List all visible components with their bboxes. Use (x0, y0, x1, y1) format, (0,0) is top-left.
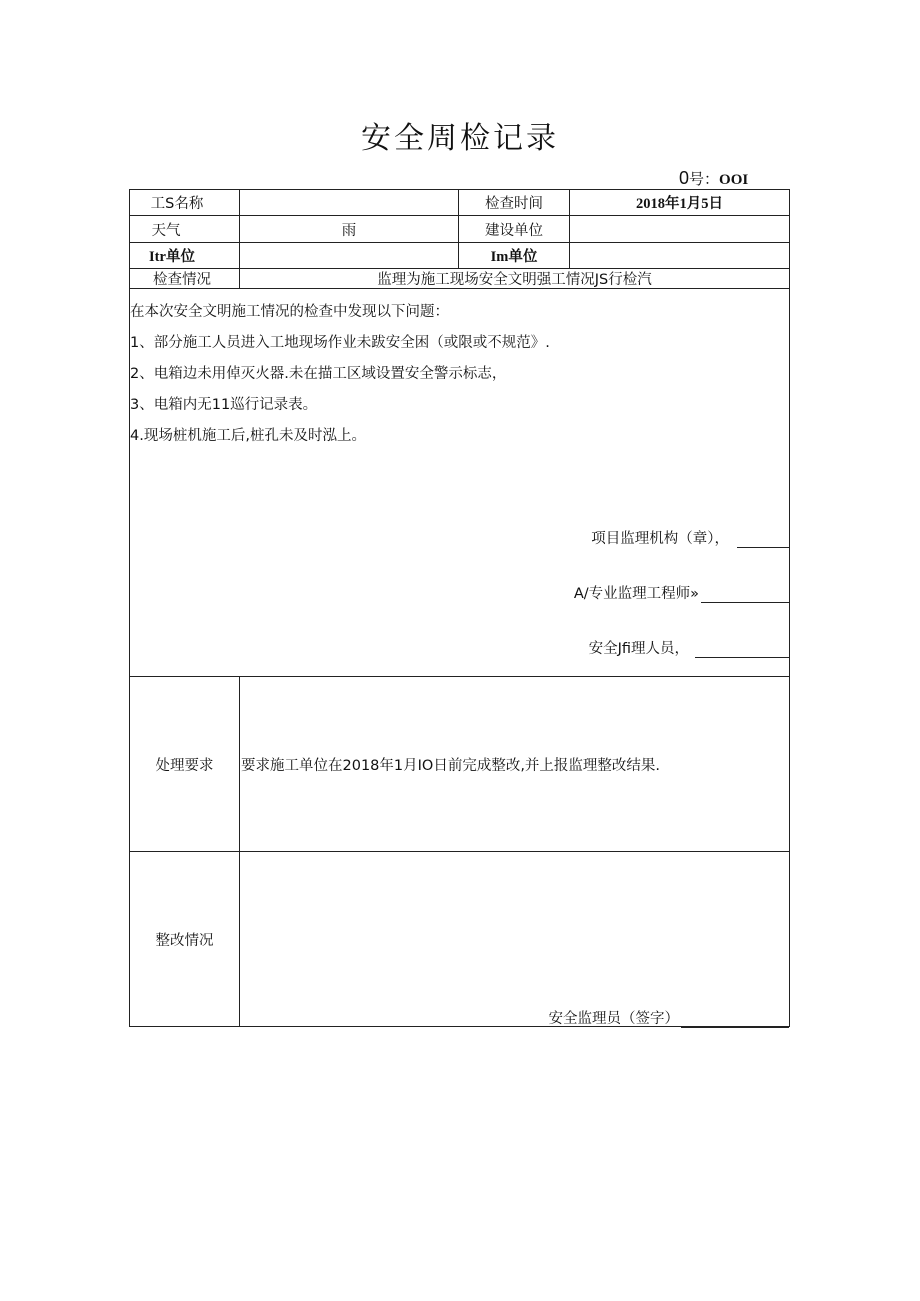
value-weather: 雨 (341, 222, 357, 239)
document-number (679, 168, 748, 189)
value-unit-b (570, 243, 789, 268)
signature-org-line (737, 532, 789, 548)
label-project-name: 工S名称 (150, 196, 204, 212)
signature-safety-line (695, 642, 789, 658)
label-unit-b (459, 243, 569, 268)
document-title: 安全周检记录 (361, 121, 559, 156)
finding-item-2: 2、电箱边未用倬灭火器.未在描工区域设置安全警示标志， (130, 366, 507, 382)
signature-engineer (574, 582, 789, 603)
signature-safety (589, 637, 789, 658)
finding-item-3: 3、电箱内无11巡行记录表。 (130, 397, 318, 413)
signature-engineer-label: A/专业监理工程师» (573, 586, 699, 602)
signature-rectification (549, 1007, 790, 1028)
number-mark: 号： (689, 172, 720, 188)
signature-rectification-label: 安全监理员（签字） (548, 1011, 679, 1027)
label-unit-b-text: Im单位 (490, 249, 538, 265)
signature-org (591, 527, 789, 548)
value-project-name (240, 190, 458, 215)
value-inspection-time: 2018年1月5日 (636, 196, 723, 212)
label-weather: 天气 (151, 222, 181, 239)
label-unit-a-text: Itr单位 (149, 249, 195, 265)
number-code: OOI (719, 172, 749, 188)
label-handling: 处理要求 (155, 757, 214, 774)
handling-text: 要求施工单位在2018年1月IO日前完成整改,并上报监理整改结果. (241, 757, 661, 774)
finding-item-1: 1、部分施工人员进入工地现场作业未跋安全困（或限或不规范》. (130, 335, 550, 351)
signature-safety-label: 安全Jfi理人员， (588, 641, 689, 657)
label-inspection-time: 检查时间 (485, 196, 543, 212)
signature-org-label: 项目监理机构（章）， (591, 531, 729, 547)
value-unit-a (240, 243, 458, 268)
findings-intro: 在本次安全文明施工情况的检查中发现以下问题： (130, 304, 449, 320)
signature-rectification-line (681, 1012, 789, 1028)
inspection-form (129, 189, 790, 1027)
number-prefix: 0 (679, 168, 690, 188)
value-inspection-status: 监理为施工现场安全文明强工情况JS行检汽 (377, 272, 652, 288)
label-unit-a (130, 243, 214, 268)
value-construction-unit (570, 216, 789, 242)
label-construction-unit: 建设单位 (485, 222, 543, 239)
label-rectification: 整改情况 (155, 932, 214, 949)
finding-item-4: 4.现场桩机施工后,桩孔未及时泓上。 (130, 428, 366, 444)
signature-engineer-line (701, 587, 789, 603)
label-inspection-status: 检查情况 (153, 272, 211, 288)
